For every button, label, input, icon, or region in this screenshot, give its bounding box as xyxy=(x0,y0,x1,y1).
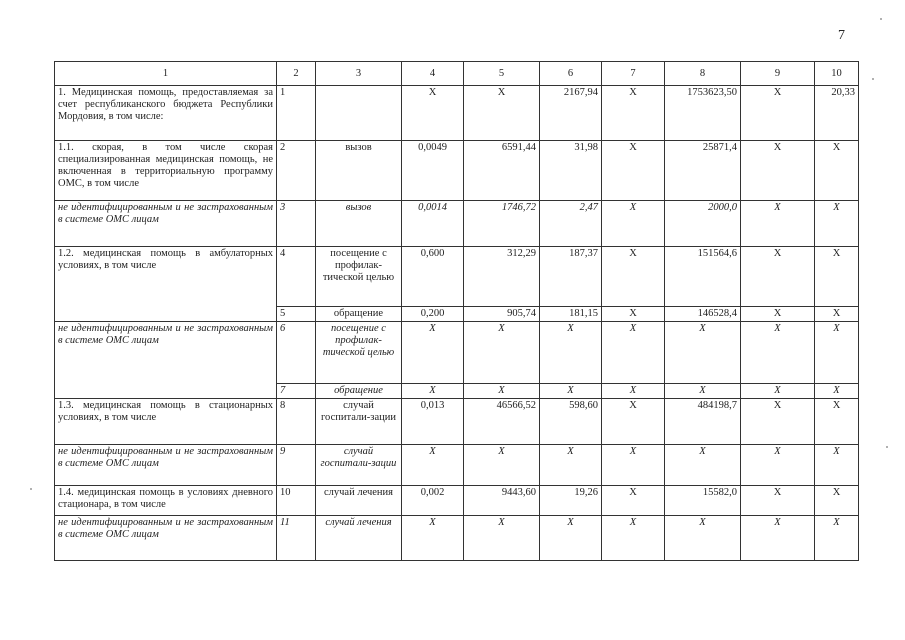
value-cell: X xyxy=(602,307,665,322)
value-cell: X xyxy=(464,322,540,384)
value-cell: X xyxy=(602,445,665,486)
value-cell: 25871,4 xyxy=(665,141,741,201)
value-cell: X xyxy=(741,86,815,141)
value-cell: X xyxy=(665,322,741,384)
column-header: 8 xyxy=(665,62,741,86)
table-row xyxy=(55,247,859,307)
value-cell: X xyxy=(741,445,815,486)
value-cell: X xyxy=(741,141,815,201)
value-cell: X xyxy=(540,516,602,561)
value-cell: 151564,6 xyxy=(665,247,741,307)
value-cell: 1753623,50 xyxy=(665,86,741,141)
row-number: 4 xyxy=(277,247,316,307)
financing-table xyxy=(54,61,859,561)
value-cell: 31,98 xyxy=(540,141,602,201)
value-cell: X xyxy=(665,384,741,399)
value-cell: 19,26 xyxy=(540,486,602,516)
row-number: 3 xyxy=(277,201,316,247)
value-cell: X xyxy=(741,486,815,516)
value-cell: 0,0049 xyxy=(402,141,464,201)
value-cell: X xyxy=(741,201,815,247)
value-cell: X xyxy=(815,486,859,516)
value-cell: 181,15 xyxy=(540,307,602,322)
column-header: 4 xyxy=(402,62,464,86)
table-row xyxy=(55,445,859,486)
column-header: 9 xyxy=(741,62,815,86)
row-number: 2 xyxy=(277,141,316,201)
value-cell: 0,002 xyxy=(402,486,464,516)
value-cell: X xyxy=(540,322,602,384)
row-number: 8 xyxy=(277,399,316,445)
table-row xyxy=(55,201,859,247)
value-cell: 0,200 xyxy=(402,307,464,322)
value-cell: X xyxy=(602,516,665,561)
table-row xyxy=(55,486,859,516)
unit-cell xyxy=(316,86,402,141)
table-row xyxy=(55,322,859,384)
column-header: 5 xyxy=(464,62,540,86)
column-header: 6 xyxy=(540,62,602,86)
value-cell: X xyxy=(402,516,464,561)
value-cell: X xyxy=(602,486,665,516)
unit-cell: обращение xyxy=(316,307,402,322)
unit-cell: посещение с профилак-тической целью xyxy=(316,247,402,307)
value-cell: X xyxy=(815,141,859,201)
value-cell: 1746,72 xyxy=(464,201,540,247)
value-cell: X xyxy=(665,445,741,486)
value-cell: 187,37 xyxy=(540,247,602,307)
row-description: 1.4. медицинская помощь в условиях дневного стационара, в том числе xyxy=(55,486,277,516)
unit-cell: вызов xyxy=(316,201,402,247)
value-cell: X xyxy=(741,322,815,384)
row-number: 5 xyxy=(277,307,316,322)
table-row xyxy=(55,399,859,445)
value-cell: X xyxy=(741,307,815,322)
value-cell: 2167,94 xyxy=(540,86,602,141)
value-cell: 2,47 xyxy=(540,201,602,247)
scan-speck xyxy=(886,446,888,448)
value-cell: X xyxy=(602,399,665,445)
value-cell: X xyxy=(540,445,602,486)
value-cell: 0,600 xyxy=(402,247,464,307)
value-cell: X xyxy=(665,516,741,561)
value-cell: X xyxy=(464,445,540,486)
value-cell: X xyxy=(464,86,540,141)
row-description: не идентифицированным и не застрахованным в системе ОМС лицам xyxy=(55,322,277,399)
value-cell: X xyxy=(815,247,859,307)
row-description: не идентифицированным и не застрахованным в системе ОМС лицам xyxy=(55,516,277,561)
value-cell: 20,33 xyxy=(815,86,859,141)
row-description: 1.2. медицинская помощь в амбулаторных условиях, в том числе xyxy=(55,247,277,322)
value-cell: X xyxy=(602,141,665,201)
row-number: 1 xyxy=(277,86,316,141)
value-cell: X xyxy=(815,516,859,561)
scan-speck xyxy=(872,78,874,80)
value-cell: 312,29 xyxy=(464,247,540,307)
column-header: 2 xyxy=(277,62,316,86)
row-description: не идентифицированным и не застрахованным в системе ОМС лицам xyxy=(55,445,277,486)
value-cell: X xyxy=(602,384,665,399)
value-cell: X xyxy=(815,445,859,486)
row-description: 1. Медицинская помощь, предоставляемая за счет республиканского бюджета Республики Мордовия, в том числе: xyxy=(55,86,277,141)
column-header: 10 xyxy=(815,62,859,86)
value-cell: X xyxy=(815,384,859,399)
row-number: 7 xyxy=(277,384,316,399)
unit-cell: вызов xyxy=(316,141,402,201)
value-cell: X xyxy=(402,445,464,486)
value-cell: X xyxy=(402,322,464,384)
value-cell: X xyxy=(464,516,540,561)
value-cell: X xyxy=(741,247,815,307)
unit-cell: посещение с профилак-тической целью xyxy=(316,322,402,384)
value-cell: X xyxy=(815,201,859,247)
value-cell: 9443,60 xyxy=(464,486,540,516)
value-cell: 146528,4 xyxy=(665,307,741,322)
scan-speck xyxy=(30,488,32,490)
value-cell: 2000,0 xyxy=(665,201,741,247)
table-row xyxy=(55,141,859,201)
row-description: 1.3. медицинская помощь в стационарных условиях, в том числе xyxy=(55,399,277,445)
unit-cell: случай лечения xyxy=(316,516,402,561)
value-cell: X xyxy=(602,322,665,384)
value-cell: 46566,52 xyxy=(464,399,540,445)
value-cell: 0,013 xyxy=(402,399,464,445)
row-number: 10 xyxy=(277,486,316,516)
value-cell: X xyxy=(540,384,602,399)
value-cell: 6591,44 xyxy=(464,141,540,201)
value-cell: X xyxy=(602,247,665,307)
value-cell: X xyxy=(402,86,464,141)
value-cell: 15582,0 xyxy=(665,486,741,516)
value-cell: X xyxy=(402,384,464,399)
column-header: 3 xyxy=(316,62,402,86)
value-cell: 905,74 xyxy=(464,307,540,322)
value-cell: X xyxy=(741,384,815,399)
page-number: 7 xyxy=(838,28,845,43)
row-number: 11 xyxy=(277,516,316,561)
unit-cell: случай лечения xyxy=(316,486,402,516)
value-cell: X xyxy=(815,307,859,322)
column-header: 1 xyxy=(55,62,277,86)
table-row xyxy=(55,516,859,561)
table-header-row xyxy=(55,62,859,86)
value-cell: 0,0014 xyxy=(402,201,464,247)
column-header: 7 xyxy=(602,62,665,86)
value-cell: X xyxy=(741,399,815,445)
value-cell: 484198,7 xyxy=(665,399,741,445)
row-description: не идентифицированным и не застрахованным в системе ОМС лицам xyxy=(55,201,277,247)
value-cell: X xyxy=(602,201,665,247)
value-cell: 598,60 xyxy=(540,399,602,445)
unit-cell: случай госпитали-зации xyxy=(316,399,402,445)
unit-cell: случай госпитали-зации xyxy=(316,445,402,486)
unit-cell: обращение xyxy=(316,384,402,399)
value-cell: X xyxy=(741,516,815,561)
value-cell: X xyxy=(464,384,540,399)
value-cell: X xyxy=(815,322,859,384)
row-description: 1.1. скорая, в том числе скорая специализированная медицинская помощь, не включенная в территориальную программу ОМС, в том числе xyxy=(55,141,277,201)
value-cell: X xyxy=(602,86,665,141)
table-row xyxy=(55,86,859,141)
scan-speck xyxy=(880,18,882,20)
value-cell: X xyxy=(815,399,859,445)
row-number: 6 xyxy=(277,322,316,384)
row-number: 9 xyxy=(277,445,316,486)
